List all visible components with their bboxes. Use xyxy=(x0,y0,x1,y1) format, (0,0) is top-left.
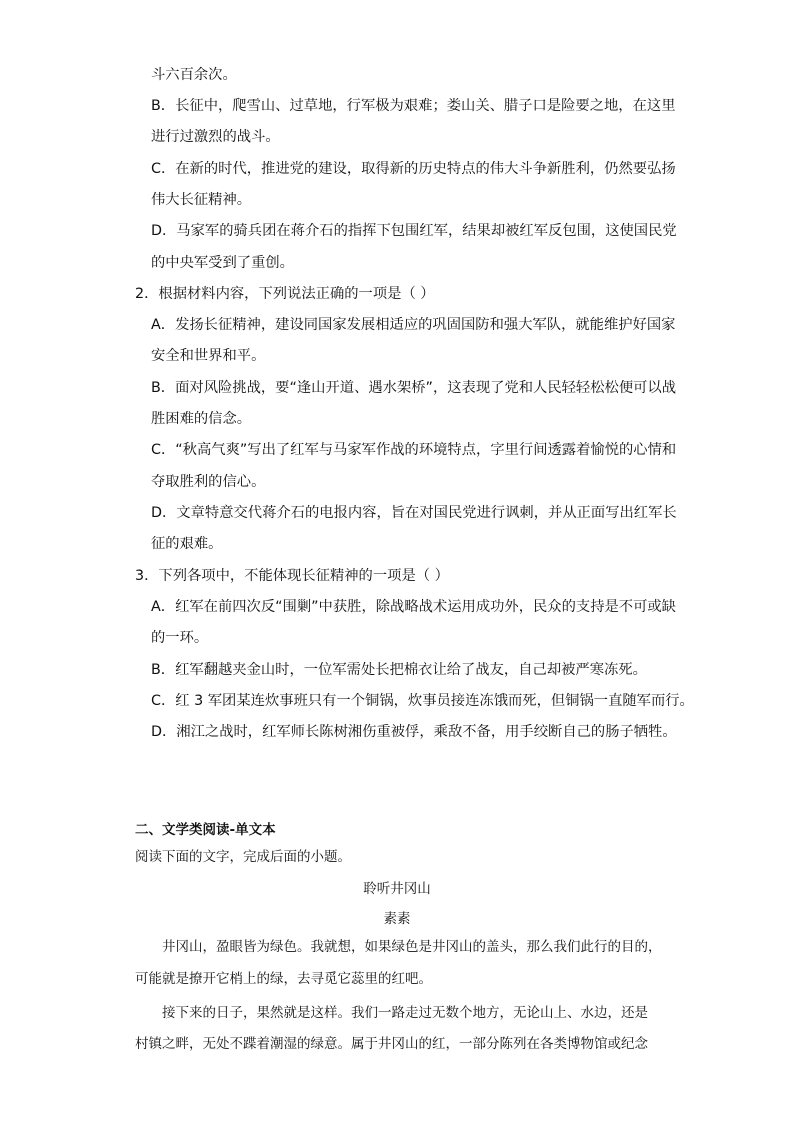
option-d: D．文章特意交代蒋介石的电报内容，旨在对国民党进行讽刺，并从正面写出红军长 xyxy=(151,505,677,521)
paragraph-line: 接下来的日子，果然就是这样。我们一路走过无数个地方，无论山上、水边，还是 xyxy=(162,1005,648,1021)
question-3: 3．下列各项中，不能体现长征精神的一项是（ ） xyxy=(135,568,449,584)
text-line: 胜困难的信念。 xyxy=(151,411,252,427)
paragraph-line: 村镇之畔，无处不蹀着潮湿的绿意。属于井冈山的红，一部分陈列在各类博物馆或纪念 xyxy=(135,1036,648,1052)
option-b: B．面对风险挑战，要“逢山开道、遇水架桥”，这表现了党和人民轻轻松松便可以战 xyxy=(151,380,677,396)
section-instruction: 阅读下面的文字，完成后面的小题。 xyxy=(135,849,351,865)
option-d: D．马家军的骑兵团在蒋介石的指挥下包围红军，结果却被红军反包围，这使国民党 xyxy=(151,223,677,239)
text-line: 安全和世界和平。 xyxy=(151,348,266,364)
paragraph-line: 井冈山，盈眼皆为绿色。我就想，如果绿色是井冈山的盖头，那么我们此行的目的， xyxy=(162,939,662,955)
text-line: 夺取胜利的信心。 xyxy=(151,474,266,490)
text-line: 征的艰难。 xyxy=(151,536,223,552)
option-c: C．“秋高气爽”写出了红军与马家军作战的环境特点，字里行间透露着愉悦的心情和 xyxy=(151,442,677,458)
text-line: 斗六百余次。 xyxy=(151,67,237,83)
question-2: 2．根据材料内容，下列说法正确的一项是（ ） xyxy=(135,286,435,302)
text-line: 的一环。 xyxy=(151,630,209,646)
text-line: 伟大长征精神。 xyxy=(151,192,252,208)
article-author: 素素 xyxy=(383,911,411,927)
option-b: B．红军翻越夹金山时，一位军需处长把棉衣让给了战友，自己却被严寒冻死。 xyxy=(151,662,647,678)
option-a: A．红军在前四次反“围剿”中获胜，除战略战术运用成功外，民众的支持是不可或缺 xyxy=(151,599,676,615)
section-title: 二、文学类阅读-单文本 xyxy=(135,822,276,838)
option-b: B．长征中，爬雪山、过草地，行军极为艰难；娄山关、腊子口是险要之地，在这里 xyxy=(151,98,676,114)
paragraph-line: 可能就是撩开它梢上的绿，去寻觅它蕊里的红吧。 xyxy=(135,971,432,987)
option-d: D．湘江之战时，红军师长陈树湘伤重被俘，乘敌不备，用手绞断自己的肠子牺牲。 xyxy=(151,724,677,740)
option-a: A．发扬长征精神，建设同国家发展相适应的巩固国防和强大军队，就能维护好国家 xyxy=(151,317,676,333)
text-line: 的中央军受到了重创。 xyxy=(151,255,294,271)
option-c: C．红 3 军团某连炊事班只有一个铜锅，炊事员接连冻饿而死，但铜锅一直随军而行。 xyxy=(151,693,694,709)
text-line: 进行过激烈的战斗。 xyxy=(151,129,280,145)
option-c: C．在新的时代，推进党的建设，取得新的历史特点的伟大斗争新胜利，仍然要弘扬 xyxy=(151,161,676,177)
article-title: 聆听井冈山 xyxy=(363,881,431,897)
